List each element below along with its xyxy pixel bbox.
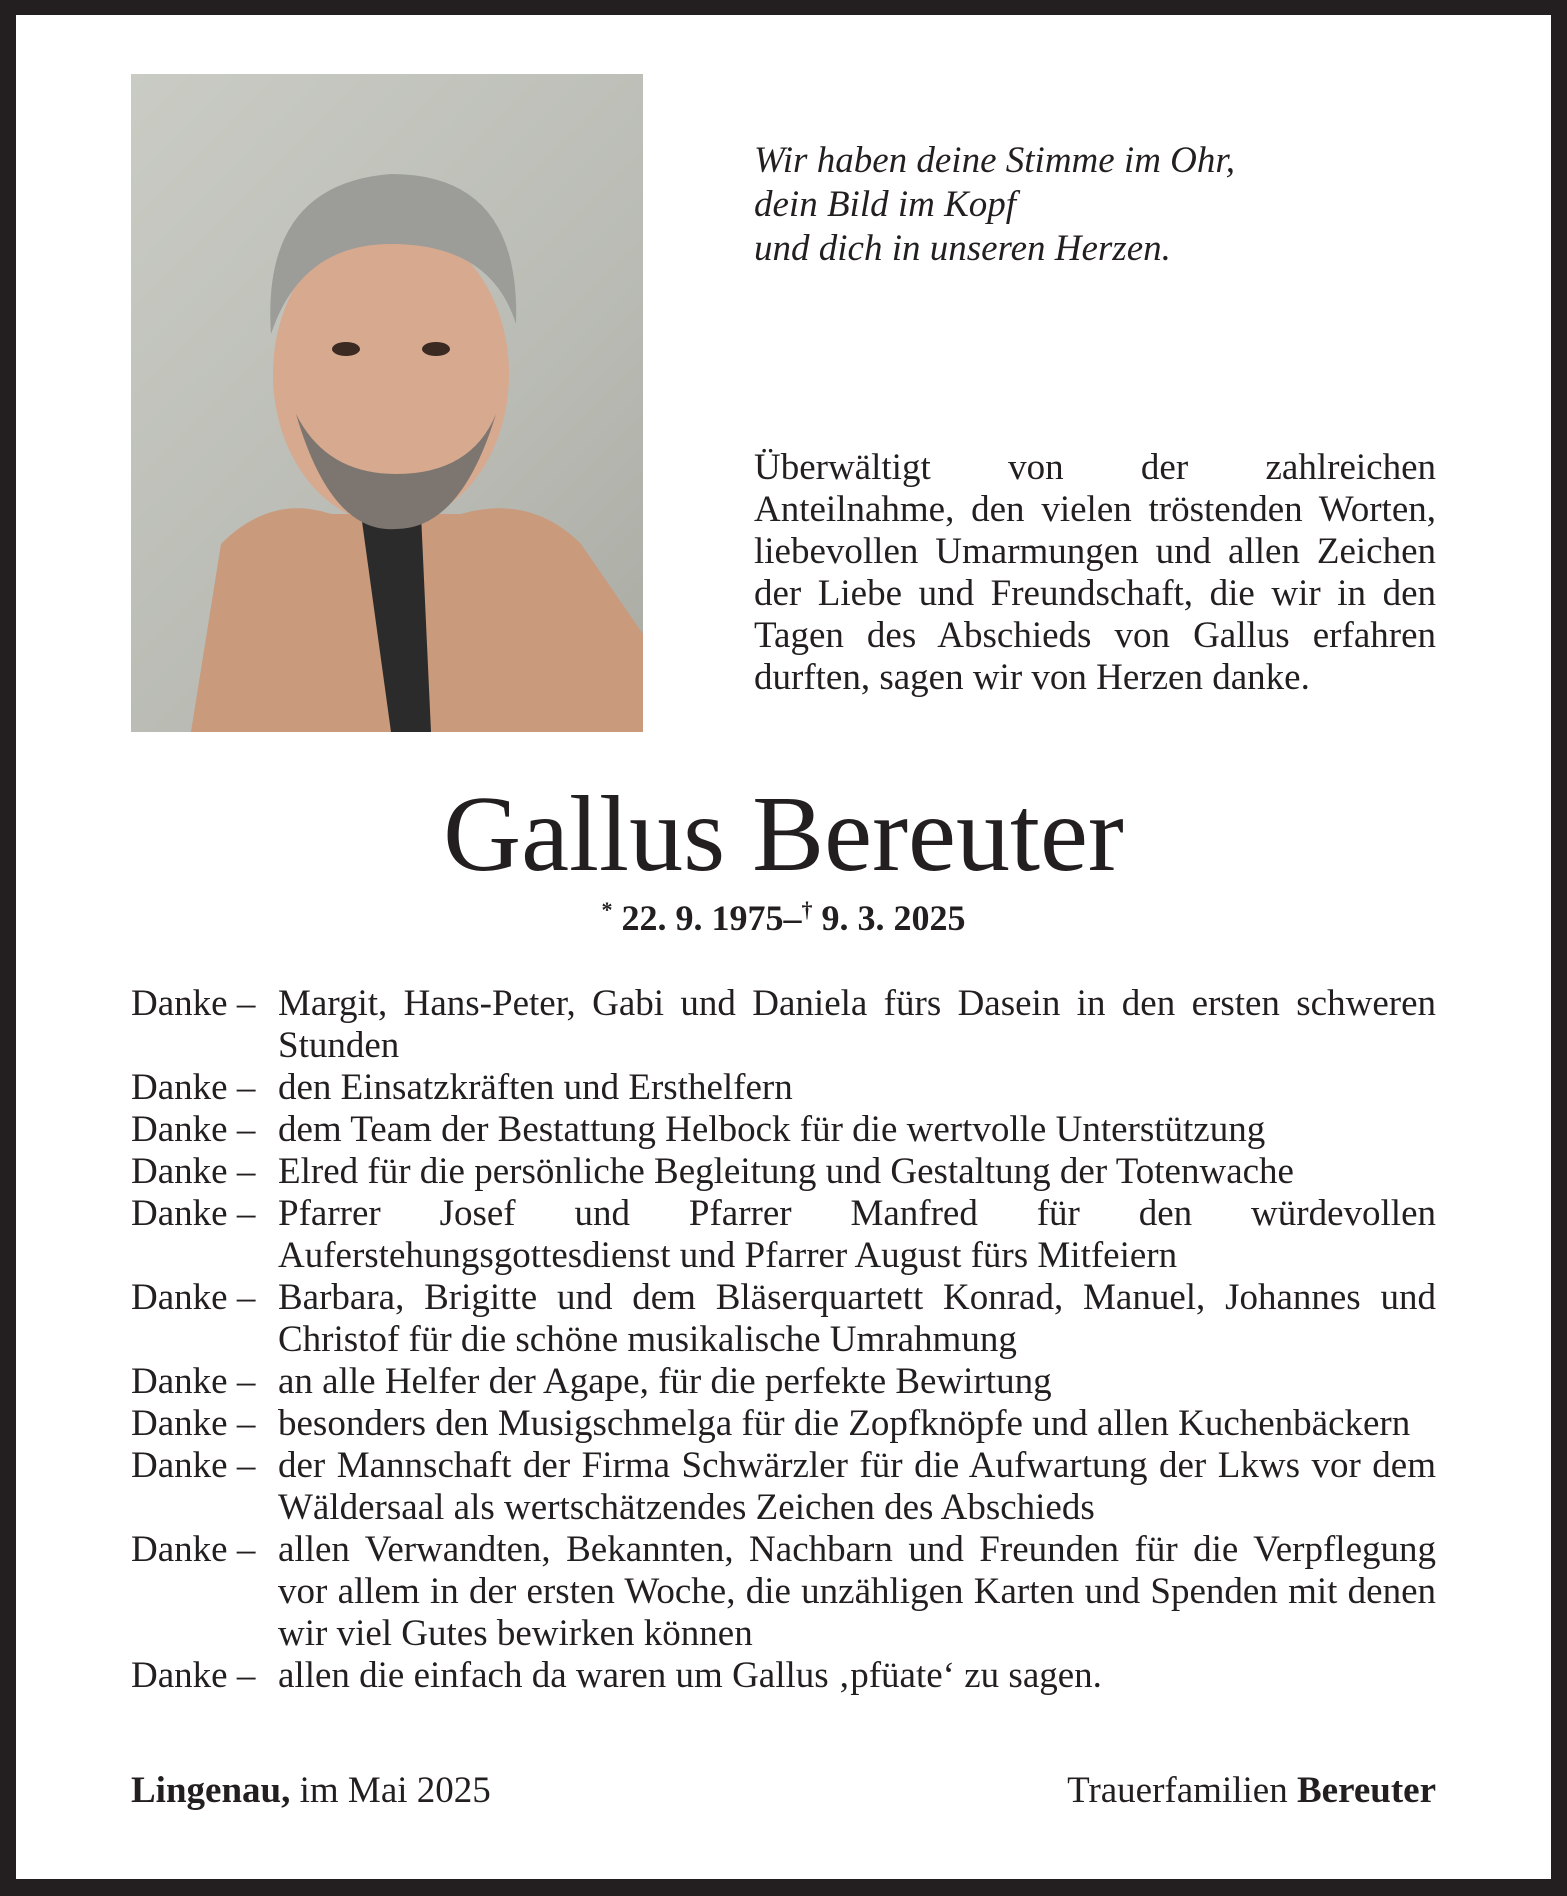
place-date xyxy=(131,1769,491,1812)
thanks-text: an alle Helfer der Agape, für die perfekte Bewirtung xyxy=(278,1361,1052,1402)
death-symbol: † xyxy=(801,897,813,922)
family-prefix: Trauerfamilien xyxy=(1067,1770,1297,1811)
thanks-text: besonders den Musigschmelga für die Zopfknöpfe und allen Kuchenbäckern xyxy=(278,1403,1411,1444)
birth-date: 22. 9. 1975 xyxy=(621,898,784,938)
family-signature xyxy=(1067,1769,1436,1812)
life-dates xyxy=(16,897,1551,939)
thanks-item xyxy=(131,1403,1436,1445)
thanks-item xyxy=(131,1361,1436,1403)
thanks-text: den Einsatzkräften und Ersthelfern xyxy=(278,1067,793,1108)
quote-line: und dich in unseren Herzen. xyxy=(754,228,1171,269)
death-date: 9. 3. 2025 xyxy=(821,898,966,938)
date: im Mai 2025 xyxy=(290,1770,491,1811)
thanks-text: Pfarrer Josef und Pfarrer Manfred für den würdevollen Auferstehungsgottesdienst und Pfarrer August fürs Mitfeiern xyxy=(278,1193,1436,1276)
thanks-label: Danke – xyxy=(131,1277,256,1318)
place: Lingenau, xyxy=(131,1770,291,1811)
thanks-label: Danke – xyxy=(131,1361,256,1402)
thanks-item xyxy=(131,1151,1436,1193)
thanks-text: allen Verwandten, Bekannten, Nachbarn und Freunden für die Verpflegung vor allem in der ersten Woche, die unzähligen Karten und Spenden mit denen wir viel Gutes bewirken können xyxy=(278,1529,1436,1654)
thanks-item xyxy=(131,1529,1436,1655)
thanks-list xyxy=(131,983,1436,1697)
thanks-item xyxy=(131,1277,1436,1361)
memorial-quote xyxy=(754,139,1235,271)
thanks-label: Danke – xyxy=(131,1151,256,1192)
obituary-page xyxy=(16,15,1551,1879)
thanks-text: Margit, Hans-Peter, Gabi und Daniela fürs Dasein in den ersten schweren Stunden xyxy=(278,983,1436,1066)
thanks-text: dem Team der Bestattung Helbock für die wertvolle Unterstützung xyxy=(278,1109,1266,1150)
intro-paragraph: Überwältigt von der zahlreichen Anteilnahme, den vielen tröstenden Worten, liebevollen Umarmungen und allen Zeichen der Liebe und Freundschaft, die wir in den Tagen des Abschieds von Gallus erfahren durften, sagen wir von Herzen danke. xyxy=(754,447,1436,698)
thanks-text: Barbara, Brigitte und dem Bläserquartett Konrad, Manuel, Johannes und Christof für die schöne musikalische Umrahmung xyxy=(278,1277,1436,1360)
thanks-label: Danke – xyxy=(131,983,256,1024)
thanks-label: Danke – xyxy=(131,1109,256,1150)
date-separator: – xyxy=(783,898,802,938)
portrait-photo xyxy=(131,74,643,732)
thanks-label: Danke – xyxy=(131,1445,256,1486)
thanks-label: Danke – xyxy=(131,1403,256,1444)
thanks-label: Danke – xyxy=(131,1529,256,1570)
footer xyxy=(131,1769,1436,1812)
quote-line: dein Bild im Kopf xyxy=(754,184,1017,225)
thanks-item xyxy=(131,1109,1436,1151)
thanks-item xyxy=(131,983,1436,1067)
thanks-label: Danke – xyxy=(131,1193,256,1234)
thanks-label: Danke – xyxy=(131,1067,256,1108)
quote-line: Wir haben deine Stimme im Ohr, xyxy=(754,140,1235,181)
deceased-name: Gallus Bereuter xyxy=(443,775,1124,894)
family-name: Bereuter xyxy=(1296,1770,1436,1811)
thanks-text: allen die einfach da waren um Gallus ‚pfüate‘ zu sagen. xyxy=(278,1655,1102,1696)
thanks-text: der Mannschaft der Firma Schwärzler für die Aufwartung der Lkws vor dem Wäldersaal als wertschätzendes Zeichen des Abschieds xyxy=(278,1445,1436,1528)
thanks-item xyxy=(131,1445,1436,1529)
thanks-text: Elred für die persönliche Begleitung und Gestaltung der Totenwache xyxy=(278,1151,1294,1192)
thanks-label: Danke – xyxy=(131,1655,256,1696)
birth-symbol: * xyxy=(601,897,613,922)
thanks-item xyxy=(131,1193,1436,1277)
thanks-item xyxy=(131,1067,1436,1109)
thanks-item xyxy=(131,1655,1436,1697)
